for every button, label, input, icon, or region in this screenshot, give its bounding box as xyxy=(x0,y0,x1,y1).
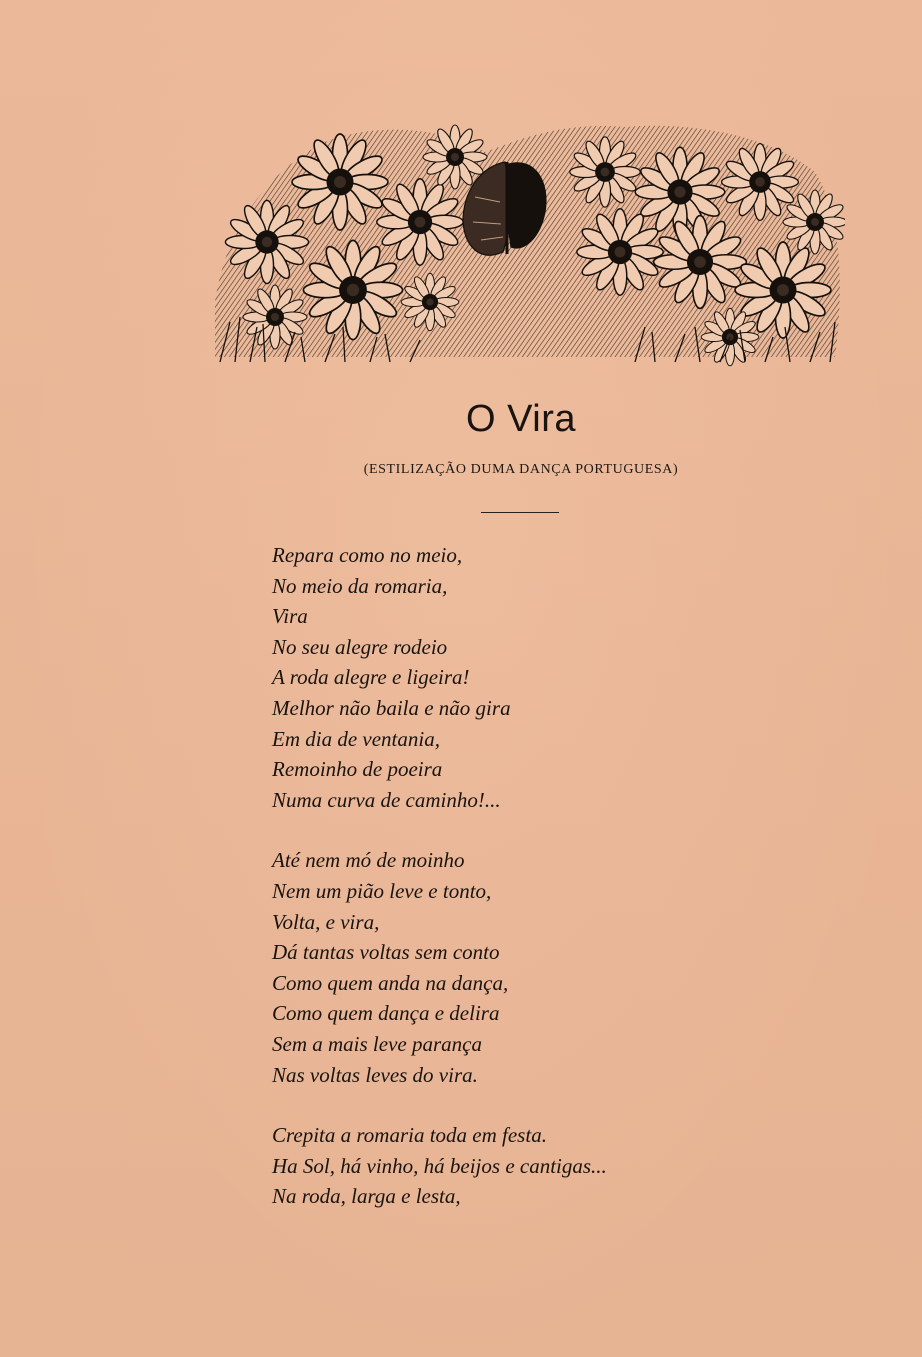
poem-line: Nas voltas leves do vira. xyxy=(272,1062,478,1087)
poem-line: Remoinho de poeira xyxy=(272,757,443,782)
poem-body xyxy=(272,540,607,1212)
poem-subtitle: (ESTILIZAÇÃO DUMA DANÇA PORTUGUESA) xyxy=(363,462,679,477)
poem-line: Ha Sol, há vinho, há beijos e cantigas... xyxy=(272,1153,607,1178)
stanza-3 xyxy=(272,1120,607,1212)
poem-line: Nem um pião leve e tonto, xyxy=(272,878,492,903)
poem-line: Sem a mais leve parança xyxy=(272,1031,482,1056)
poem-line: Numa curva de caminho!... xyxy=(272,787,501,812)
poem-line: Repara como no meio, xyxy=(272,543,463,567)
poem-line: Melhor não baila e não gira xyxy=(272,695,511,720)
poem-line: Como quem dança e delira xyxy=(272,1001,500,1026)
poem-line: Crepita a romaria toda em festa. xyxy=(272,1123,547,1148)
poem-line: Volta, e vira, xyxy=(272,909,380,934)
poem-line: A roda alegre e ligeira! xyxy=(272,665,470,690)
poem-title: O Vira xyxy=(465,398,576,440)
poem-line: Em dia de ventania, xyxy=(272,726,440,751)
stanza-2 xyxy=(272,845,607,1090)
poem-line: Como quem anda na dança, xyxy=(272,970,509,995)
poem-line: No seu alegre rodeio xyxy=(272,634,448,659)
divider xyxy=(481,512,559,513)
flowers-butterfly-vignette-icon xyxy=(205,112,845,367)
poem-line: Na roda, larga e lesta, xyxy=(272,1184,461,1209)
poem-line: Dá tantas voltas sem conto xyxy=(272,940,500,965)
stanza-1 xyxy=(272,540,607,815)
poem-line: Vira xyxy=(272,604,308,629)
poem-line: Até nem mó de moinho xyxy=(272,848,465,873)
poem-line: No meio da romaria, xyxy=(272,573,448,598)
